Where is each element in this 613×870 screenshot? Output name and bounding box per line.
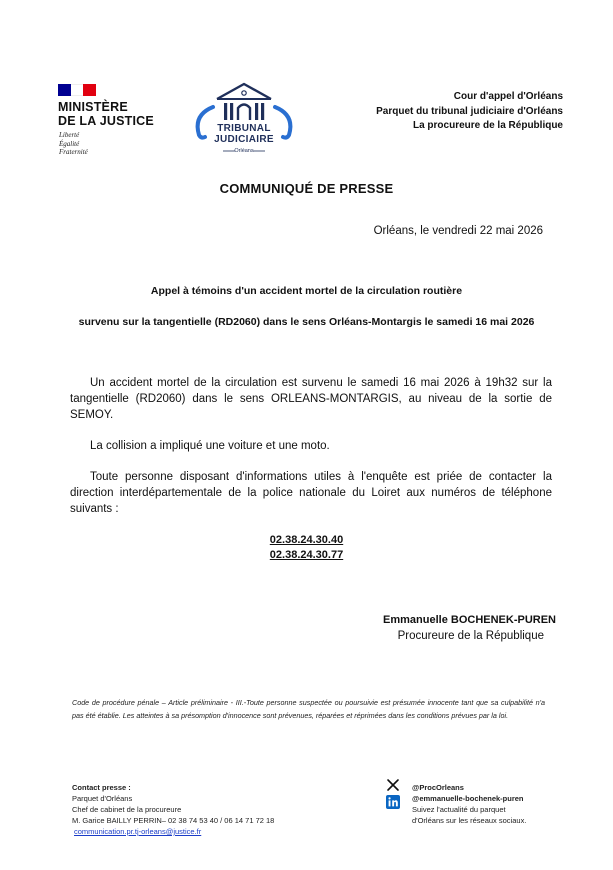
republic-motto	[59, 131, 88, 157]
contact-role: Chef de cabinet de la procureure	[72, 805, 182, 814]
phone-number-1[interactable]: 02.38.24.30.40	[269, 534, 344, 546]
phone-number-2[interactable]: 02.38.24.30.77	[269, 549, 344, 561]
social-note-line-1: Suivez l'actualité du parquet	[412, 805, 506, 814]
ministry-name	[58, 100, 154, 128]
signatory-role: Procureure de la République	[397, 630, 544, 642]
document-date: Orléans, le vendredi 22 mai 2026	[373, 225, 543, 237]
court-line-3: La procureure de la République	[412, 120, 563, 131]
contact-person: M. Garice BAILLY PERRIN– 02 38 74 53 40 / 06 14 71 72 18	[72, 816, 275, 825]
x-handle[interactable]: @ProcOrleans	[412, 783, 464, 792]
ministry-line-2: DE LA JUSTICE	[58, 114, 154, 128]
social-icons	[386, 778, 402, 809]
body-paragraph-1: Un accident mortel de la circulation est survenu le samedi 16 mai 2026 à 19h32 sur la tangentielle (RD2060) dans le sens ORLEANS-MONTARGIS, au niveau de la sortie de SEMOY.	[70, 377, 552, 421]
linkedin-handle[interactable]: @emmanuelle-bochenek-puren	[412, 794, 524, 803]
ministry-line-1: MINISTÈRE	[58, 100, 128, 114]
court-line-2: Parquet du tribunal judiciaire d'Orléans	[376, 105, 563, 117]
court-header	[376, 90, 563, 134]
court-line-1: Cour d'appel d'Orléans	[453, 91, 563, 102]
social-note-line-2: d'Orléans sur les réseaux sociaux.	[412, 816, 527, 825]
signatory-name: Emmanuelle BOCHENEK-PUREN	[383, 614, 556, 626]
tribunal-line-1: TRIBUNAL	[217, 123, 271, 134]
document-title: COMMUNIQUÉ DE PRESSE	[219, 181, 394, 196]
contact-office: Parquet d'Orléans	[72, 794, 133, 803]
body-paragraph-2: La collision a impliqué une voiture et une moto.	[90, 440, 330, 452]
legal-notice: Code de procédure pénale – Article préliminaire - III.-Toute personne suspectée ou poursuivie est présumée innocente tant que sa culpabilité n'a pas été établie. Les atteintes à sa présomption d'innocence sont prévenues, réparées et réprimées dans les conditions prévues par la loi.	[72, 698, 545, 720]
french-flag-logo	[58, 84, 96, 96]
body-paragraph-3: Toute personne disposant d'informations utiles à l'enquête est priée de contacter la direction interdépartementale de la police nationale du Loiret aux numéros de téléphone suivants :	[70, 471, 552, 515]
subject-line-1: Appel à témoins d'un accident mortel de la circulation routière	[150, 285, 463, 297]
contact-email-link[interactable]: communication.pr.tj-orleans@justice.fr	[74, 827, 202, 836]
flag-red-band	[83, 84, 96, 96]
flag-white-band	[71, 84, 84, 96]
tribunal-line-2: JUDICIAIRE	[214, 134, 274, 145]
subject-line-2: survenu sur la tangentielle (RD2060) dans le sens Orléans-Montargis le samedi 16 mai 2026	[78, 316, 535, 328]
linkedin-icon[interactable]	[386, 795, 400, 809]
tribunal-city: Orléans	[234, 148, 254, 154]
motto-fraternite: Fraternité	[59, 148, 88, 156]
contact-heading: Contact presse :	[72, 783, 131, 792]
x-twitter-icon[interactable]	[386, 778, 400, 792]
flag-blue-band	[58, 84, 71, 96]
motto-liberte: Liberté	[59, 131, 80, 139]
press-contact	[72, 782, 274, 837]
social-block	[412, 782, 526, 826]
motto-egalite: Égalité	[59, 139, 80, 148]
